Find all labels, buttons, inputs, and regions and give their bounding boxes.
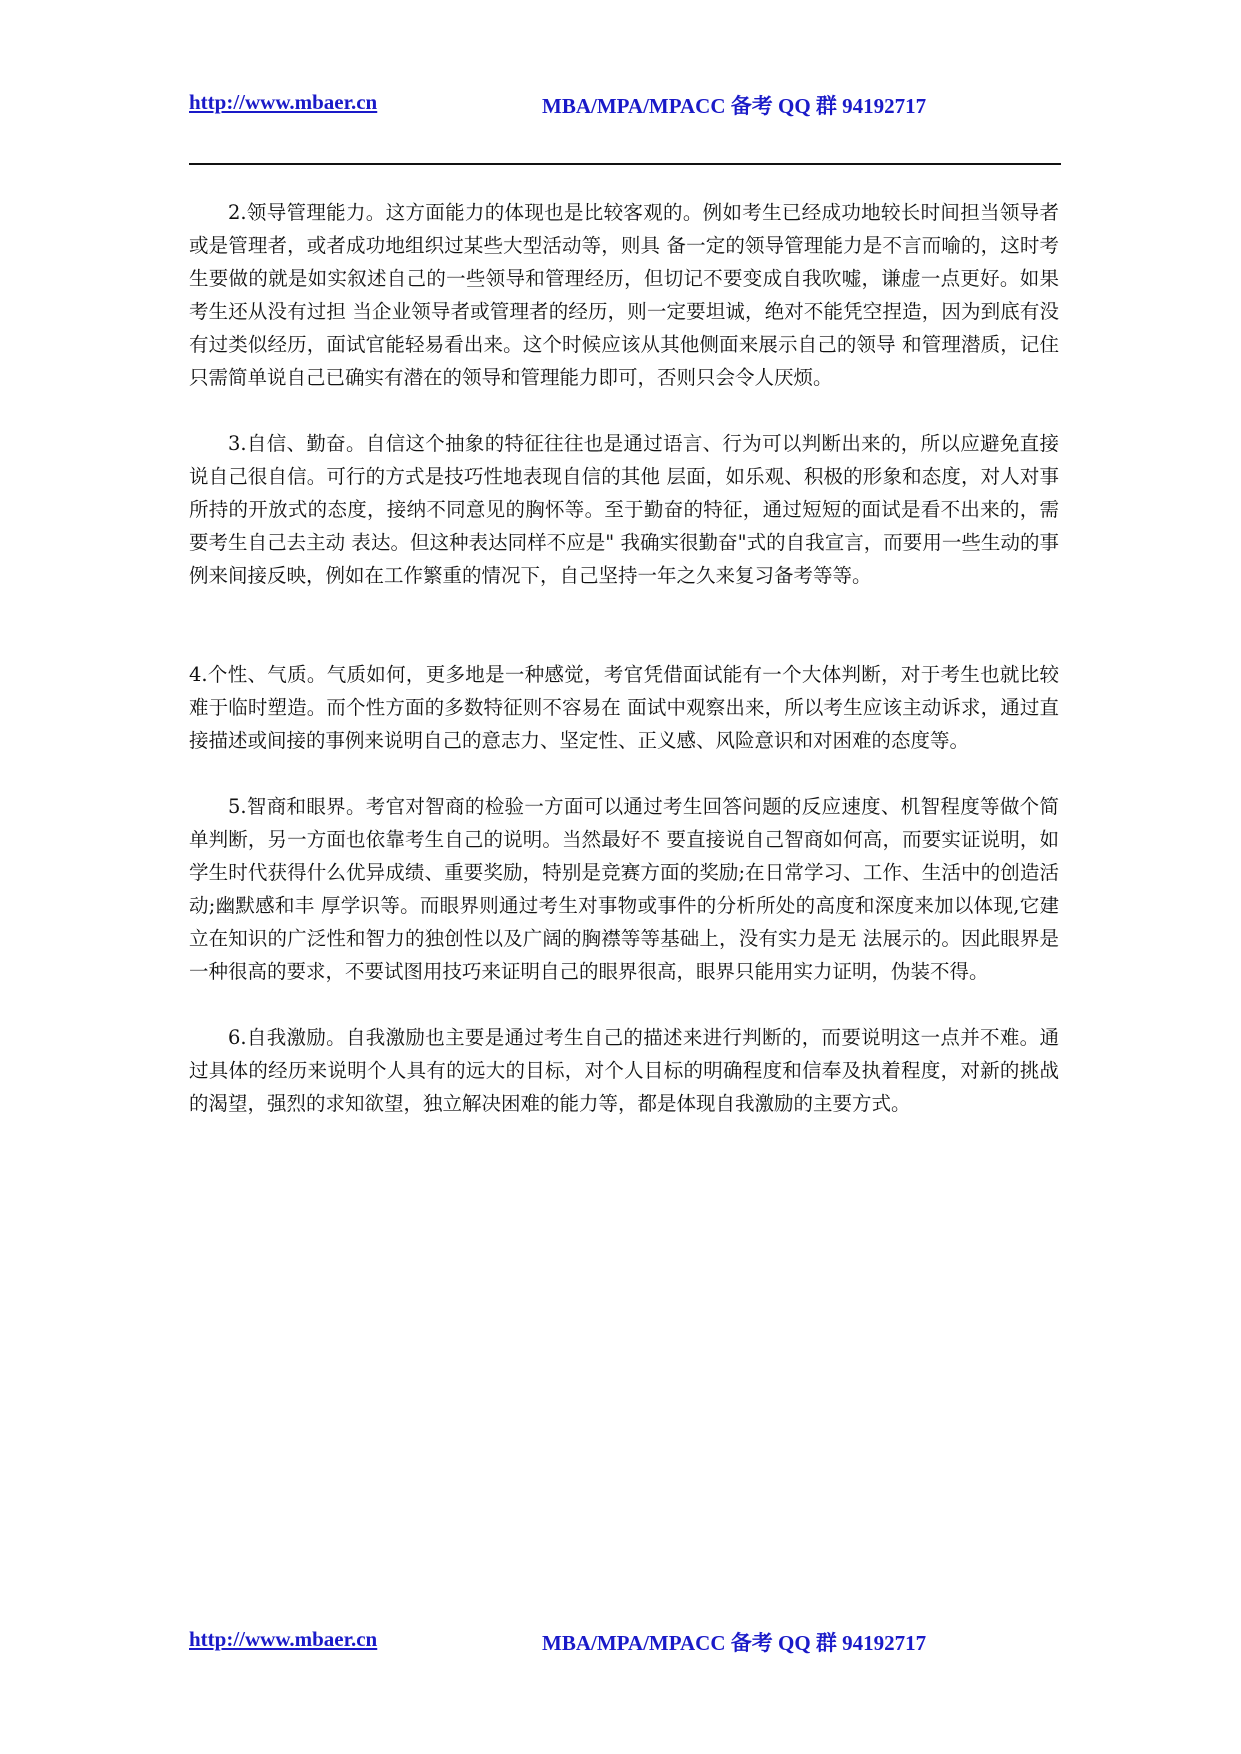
paragraph-confidence: 3.自信、勤奋。自信这个抽象的特征往往也是通过语言、行为可以判断出来的，所以应避免直接说自己很自信。可行的方式是技巧性地表现自信的其他 层面，如乐观、积极的形象和态度，对人对事所持的开放式的态度，接纳不同意见的胸怀等。至于勤奋的特征，通过短短的面试是看不出来的，需要考生自己去主动 表达。但这种表达同样不应是" 我确实很勤奋"式的自我宣言，而要用一些生动的事例来间接反映，例如在工作繁重的情况下，自己坚持一年之久来复习备考等等。	[189, 432, 1059, 587]
paragraph-personality: 4.个性、气质。气质如何，更多地是一种感觉，考官凭借面试能有一个大体判断，对于考生也就比较难于临时塑造。而个性方面的多数特征则不容易在 面试中观察出来，所以考生应该主动诉求，通过直接描述或间接的事例来说明自己的意志力、坚定性、正义感、风险意识和对困难的态度等。	[189, 663, 1059, 752]
header-site-link[interactable]: http://www.mbaer.cn	[189, 90, 378, 114]
header-divider	[189, 163, 1061, 165]
paragraph-spacer	[189, 757, 1059, 790]
paragraph-spacer	[189, 592, 1059, 658]
footer-qq-group-text: MBA/MPA/MPACC 备考 QQ 群 94192717	[542, 1631, 927, 1655]
header-qq-group-text: MBA/MPA/MPACC 备考 QQ 群 94192717	[542, 94, 927, 118]
footer-site-link[interactable]: http://www.mbaer.cn	[189, 1627, 378, 1651]
paragraph-intelligence: 5.智商和眼界。考官对智商的检验一方面可以通过考生回答问题的反应速度、机智程度等做个简单判断，另一方面也依靠考生自己的说明。当然最好不 要直接说自己智商如何高，而要实证说明，如学生时代获得什么优异成绩、重要奖励，特别是竞赛方面的奖励;在日常学习、工作、生活中的创造活动;幽默感和丰 厚学识等。而眼界则通过考生对事物或事件的分析所处的高度和深度来加以体现,它建立在知识的广泛性和智力的独创性以及广阔的胸襟等等基础上，没有实力是无 法展示的。因此眼界是一种很高的要求，不要试图用技巧来证明自己的眼界很高，眼界只能用实力证明，伪装不得。	[189, 795, 1059, 983]
paragraph-spacer	[189, 394, 1059, 427]
paragraph-spacer	[189, 988, 1059, 1021]
document-body	[189, 196, 1059, 1120]
paragraph-leadership: 2.领导管理能力。这方面能力的体现也是比较客观的。例如考生已经成功地较长时间担当领导者或是管理者，或者成功地组织过某些大型活动等，则具 备一定的领导管理能力是不言而喻的，这时考生要做的就是如实叙述自己的一些领导和管理经历，但切记不要变成自我吹嘘，谦虚一点更好。如果考生还从没有过担 当企业领导者或管理者的经历，则一定要坦诚，绝对不能凭空捏造，因为到底有没有过类似经历，面试官能轻易看出来。这个时候应该从其他侧面来展示自己的领导 和管理潜质，记住只需简单说自己已确实有潜在的领导和管理能力即可，否则只会令人厌烦。	[189, 201, 1059, 389]
page-footer	[189, 1627, 1059, 1657]
page-header	[189, 90, 1059, 120]
paragraph-self-motivation: 6.自我激励。自我激励也主要是通过考生自己的描述来进行判断的，而要说明这一点并不难。通过具体的经历来说明个人具有的远大的目标，对个人目标的明确程度和信奉及执着程度，对新的挑战的渴望，强烈的求知欲望，独立解决困难的能力等，都是体现自我激励的主要方式。	[189, 1026, 1059, 1115]
